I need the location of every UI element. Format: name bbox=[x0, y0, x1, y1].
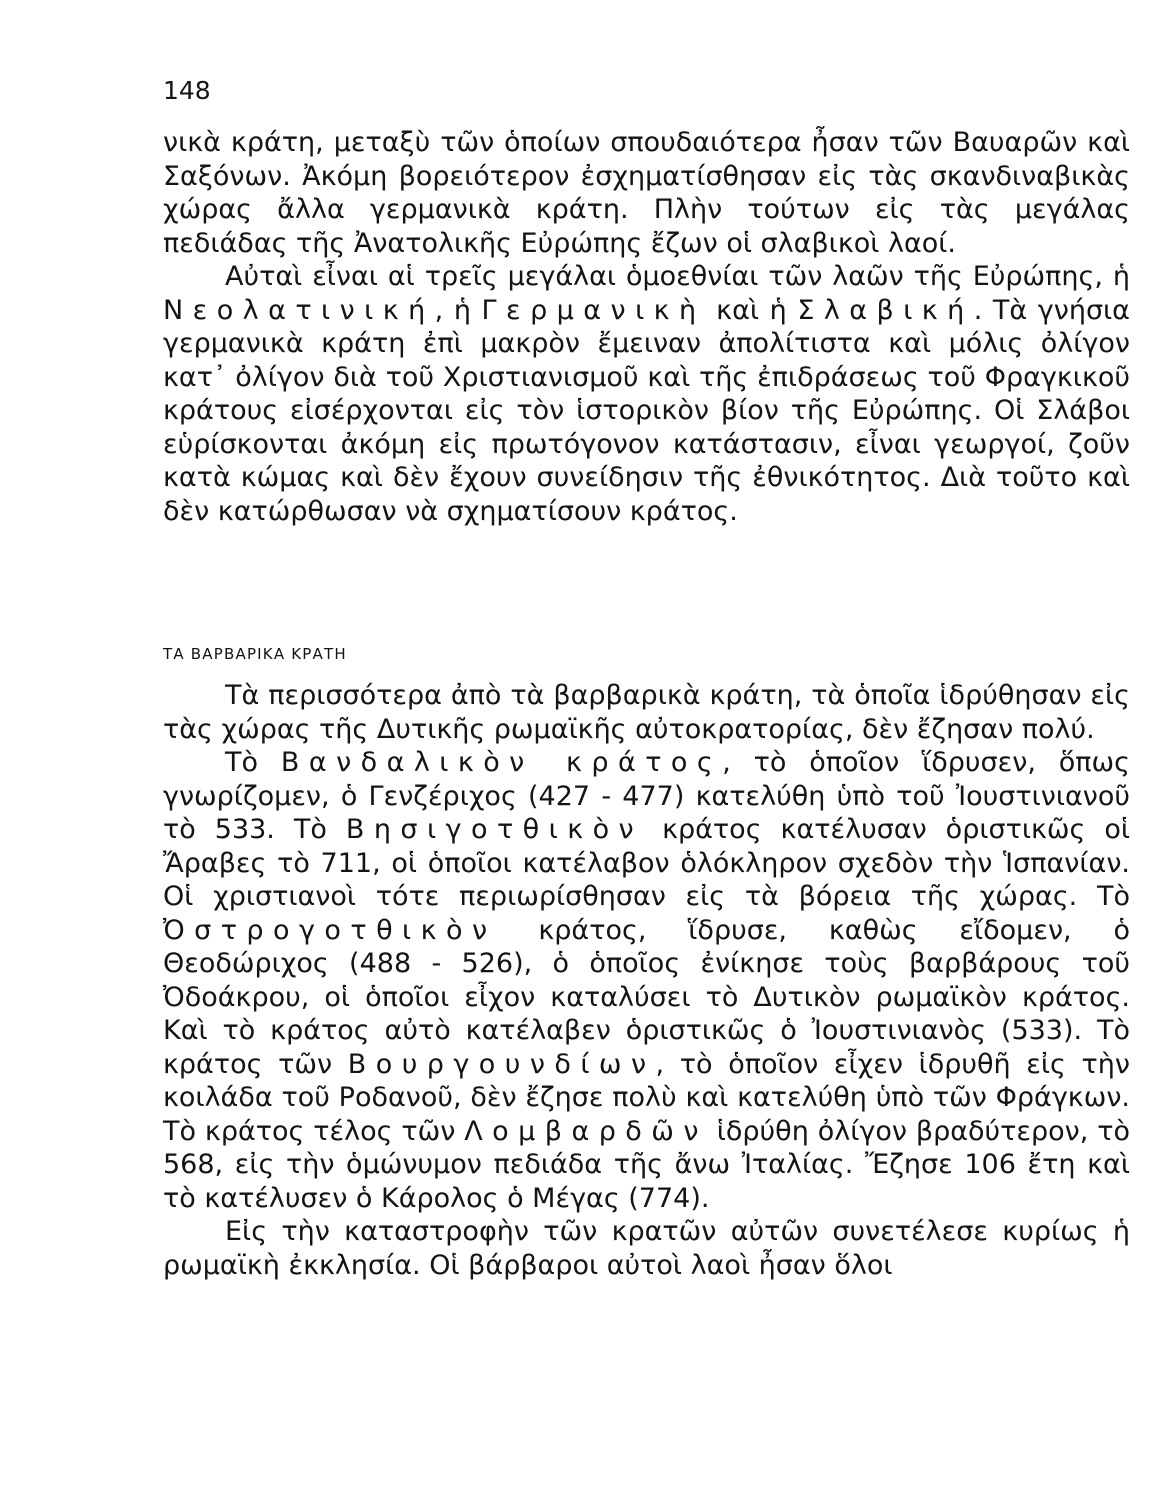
paragraph-text-segment: Τὸ bbox=[225, 747, 281, 778]
spaced-term-visigothic: Βησιγοτθικὸν bbox=[345, 814, 644, 845]
spaced-term-lombard: Λομβαρδῶν bbox=[464, 1115, 708, 1147]
spaced-term-ostrogothic: Ὀστρογοτθικὸν bbox=[163, 914, 497, 946]
spaced-term-slavic: Σλαβική bbox=[797, 294, 974, 326]
paragraph-text-segment: . Τὰ γνήσια γερμανικὰ κράτη ἐπὶ μακρὸν ἔμειναν ἀπολίτιστα καὶ μόλις ὀλίγον κατ᾽ ὀλίγον διὰ τοῦ Χριστιανισμοῦ καὶ τῆς ἐπιδράσεως τοῦ Φραγκικοῦ κράτους εἰσέρχονται εἰς τὸν ἱστορικὸν βίον τῆς Εὐρώπης. Οἱ Σλάβοι εὑρίσκονται ἀκόμη εἰς πρωτόγονον κατάστασιν, εἶναι γεωργοί, ζοῦν κατὰ κώμας καὶ δὲν ἔχουν συνείδησιν τῆς ἐθνικότητος. Διὰ τοῦτο καὶ δὲν κατώρθωσαν νὰ σχηματίσουν κράτος. bbox=[163, 294, 1130, 527]
text-block-upper bbox=[163, 126, 1130, 528]
spaced-term-vandal: Βανδαλικὸν κράτος bbox=[280, 747, 723, 778]
paragraph-text-segment: κράτος, ἵδρυσε, καθὼς εἴδομεν, ὁ Θεοδώριχος (488 - 526), ὁ ὁποῖος ἐνίκησε τοὺς βαρβάρους τοῦ Ὀδοάκρου, οἱ ὁποῖοι εἶχον καταλύσει τὸ Δυτικὸν ρωμαϊκὸν κράτος. Καὶ τὸ κράτος αὐτὸ κατέλαβεν ὁριστικῶς ὁ Ἰουστινιανὸς (533). Τὸ κράτος τῶν bbox=[163, 914, 1130, 1080]
paragraph-church: Εἰς τὴν καταστροφὴν τῶν κρατῶν αὐτῶν συνετέλεσε κυρίως ἡ ρωμαϊκὴ ἐκκλησία. Οἱ βάρβαροι αὐτοὶ λαοὶ ἦσαν ὅλοι bbox=[163, 1216, 1130, 1281]
paragraph-text-segment: κράτος κατέλυσαν ὁριστικῶς οἱ Ἄραβες τὸ 711, οἱ ὁποῖοι κατέλαβον ὁλόκληρον σχεδὸν τὴν Ἱσπανίαν. Οἱ χριστιανοὶ τότε περιωρίσθησαν εἰς τὰ βόρεια τῆς χώρας. Τὸ bbox=[163, 814, 1130, 912]
page-number: 148 bbox=[163, 76, 211, 105]
paragraph-text-segment: , ἡ bbox=[434, 294, 482, 326]
spaced-term-neolatin: Νεολατινική bbox=[163, 294, 435, 326]
paragraph-text-segment: , τὸ ὁποῖον εἶχεν ἱδρυθῆ εἰς τὴν κοιλάδα τοῦ Ροδανοῦ, δὲν ἔζησε πολὺ καὶ κατελύθη ὑπὸ τῶν Φράγκων. Τὸ κράτος τέλος τῶν bbox=[163, 1048, 1130, 1147]
paragraph-text-segment: καὶ ἡ bbox=[705, 294, 798, 326]
paragraph-barbarian-states: Τὰ περισσότερα ἀπὸ τὰ βαρβαρικὰ κράτη, τὰ ὁποῖα ἱδρύθησαν εἰς τὰς χώρας τῆς Δυτικῆς ρωμαϊκῆς αὐτοκρατορίας, δὲν ἔζησαν πολύ. bbox=[163, 680, 1130, 745]
text-block-lower bbox=[163, 679, 1130, 1282]
section-heading: ΤΑ ΒΑΡΒΑΡΙΚΑ ΚΡΑΤΗ bbox=[163, 645, 347, 663]
spaced-term-germanic: Γερμανικὴ bbox=[481, 294, 706, 326]
paragraph-continued: νικὰ κράτη, μεταξὺ τῶν ὁποίων σπουδαιότερα ἦσαν τῶν Βαυαρῶν καὶ Σαξόνων. Ἀκόμη βορειότερον ἐσχηματίσθησαν εἰς τὰς σκανδιναβικὰς χώρας ἄλλα γερμανικὰ κράτη. Πλὴν τούτων εἰς τὰς μεγάλας πεδιάδας τῆς Ἀνατολικῆς Εὐρώπης ἔζων οἱ σλαβικοὶ λαοί. bbox=[163, 127, 1130, 259]
paragraph-text-segment: Αὐταὶ εἶναι αἱ τρεῖς μεγάλαι ὁμοεθνίαι τῶν λαῶν τῆς Εὐρώπης, ἡ bbox=[225, 261, 1130, 292]
paragraph-text-segment: ἱδρύθη ὀλίγον βραδύτερον, τὸ 568, εἰς τὴν ὁμώνυμον πεδιάδα τῆς ἄνω Ἰταλίας. Ἔζησε 106 ἔτη καὶ τὸ κατέλυσεν ὁ Κάρολος ὁ Μέγας (774). bbox=[163, 1115, 1130, 1214]
spaced-term-burgundian: Βουργουνδίων bbox=[347, 1048, 656, 1080]
paragraph-states-list bbox=[163, 746, 1130, 1215]
paragraph-text-segment: , τὸ ὁποῖον ἵδρυσεν, ὅπως γνωρίζομεν, ὁ Γενζέριχος (427 - 477) κατελύθη ὑπὸ τοῦ Ἰουστινιανοῦ τὸ 533. Τὸ bbox=[163, 747, 1130, 845]
paragraph-homoethnies bbox=[163, 260, 1130, 528]
